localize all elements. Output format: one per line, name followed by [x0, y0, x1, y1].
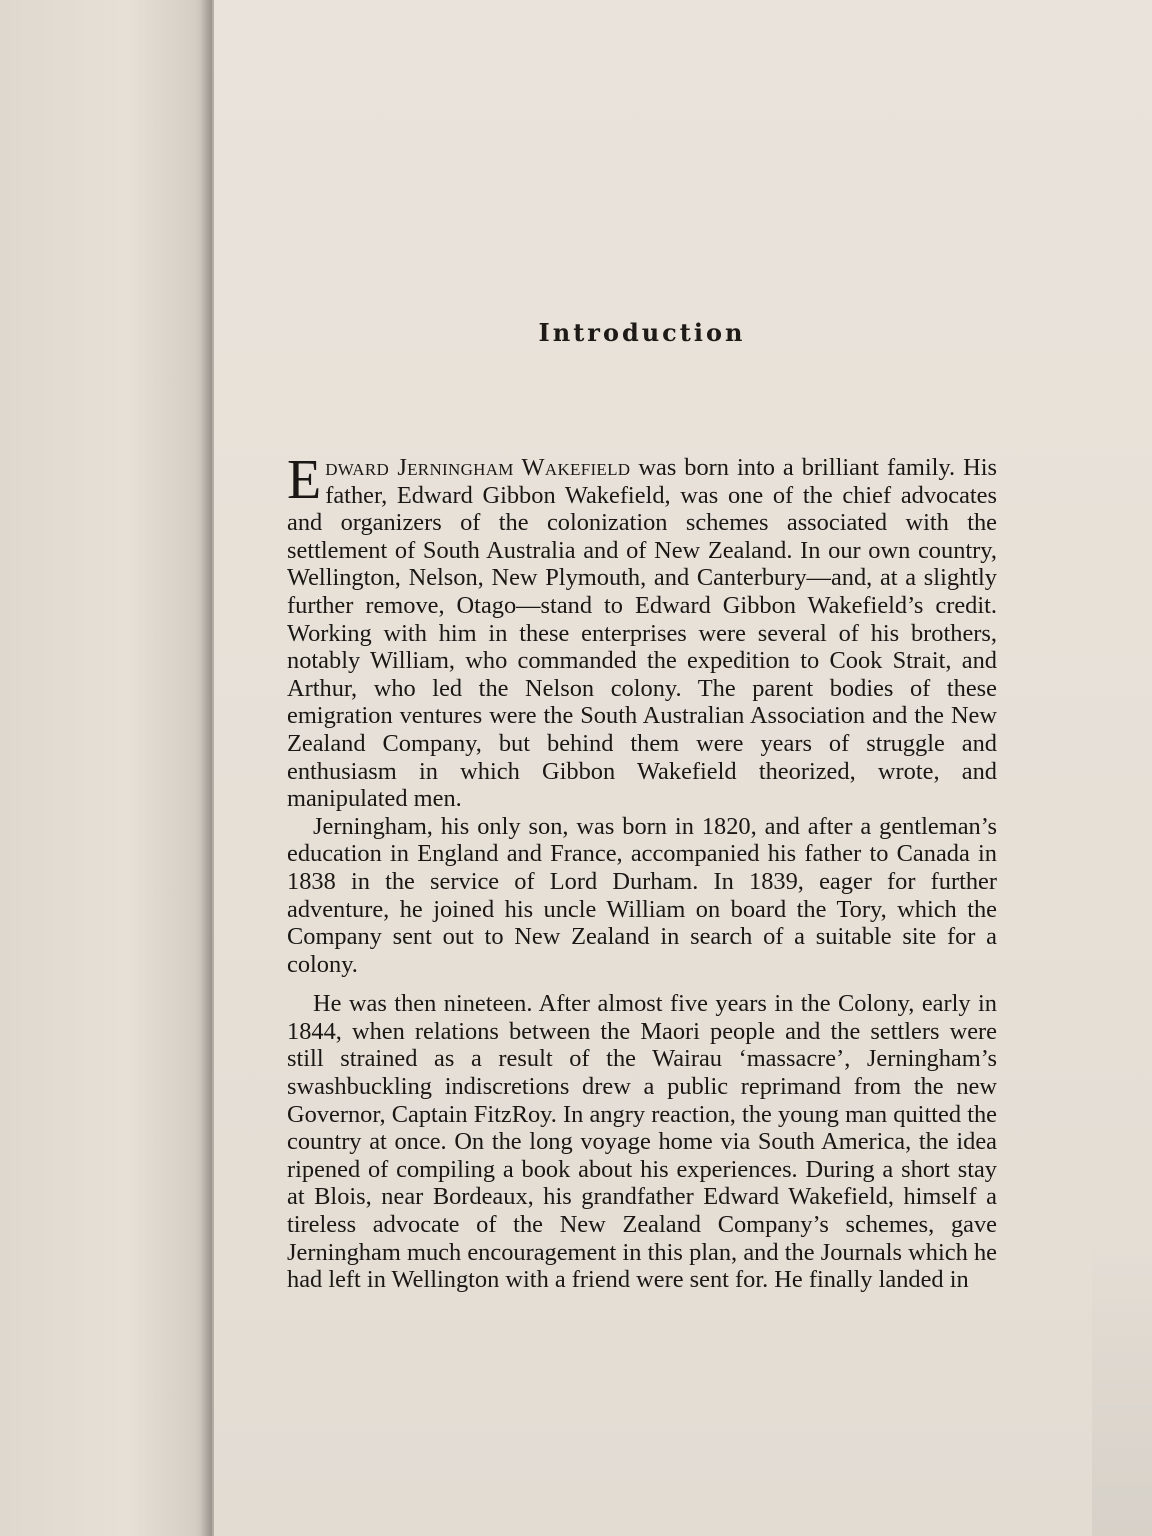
page-content [287, 300, 997, 1294]
drop-cap: E [287, 449, 322, 511]
paragraph-3: He was then nineteen. After almost five years in the Colony, early in 1844, when relations between the Maori people and the settlers were still strained as a result of the Wairau ‘massacre’, Jerningham’s swashbuckling indiscretions drew a public reprimand from the new Governor, Captain FitzRoy. In angry reaction, the young man quitted the country at once. On the long voyage home via South America, the idea ripened of compiling a book about his experiences. During a short stay at Blois, near Bordeaux, his grandfather Edward Wakefield, himself a tireless advocate of the New Zealand Company’s schemes, gave Jerningham much encouragement in this plan, and the Journals which he had left in Wellington with a friend were sent for. He finally landed in [287, 990, 997, 1294]
page-title: Introduction [538, 318, 746, 347]
lead-smallcaps: dward Jerningham Wakefield [325, 454, 631, 481]
left-page [0, 0, 212, 1536]
body-text [287, 449, 997, 1294]
paragraph-1-text: was born into a brilliant family. His father, Edward Gibbon Wakefield, was one of the chief advocates and organizers of the colonization schemes associated with the settlement of South Australia and of New Zealand. In our own country, Wellington, Nelson, New Plymouth, and Canterbury—and, at a slightly further remove, Otago—stand to Edward Gibbon Wakefield’s credit. Working with him in these enterprises were several of his brothers, notably William, who commanded the expedition to Cook Strait, and Arthur, who led the Nelson colony. The parent bodies of these emigration ventures were the South Australian Association and the New Zealand Company, but behind them were years of struggle and enthusiasm in which Gibbon Wakefield theorized, wrote, and manipulated men. [287, 454, 997, 813]
page-edge-shadow [1092, 1236, 1152, 1536]
paragraph-1 [287, 449, 997, 813]
paragraph-2: Jerningham, his only son, was born in 1820, and after a gentleman’s education in England and France, accompanied his father to Canada in 1838 in the service of Lord Durham. In 1839, eager for further adventure, he joined his uncle William on board the Tory, which the Company sent out to New Zealand in search of a suitable site for a colony. [287, 812, 997, 978]
